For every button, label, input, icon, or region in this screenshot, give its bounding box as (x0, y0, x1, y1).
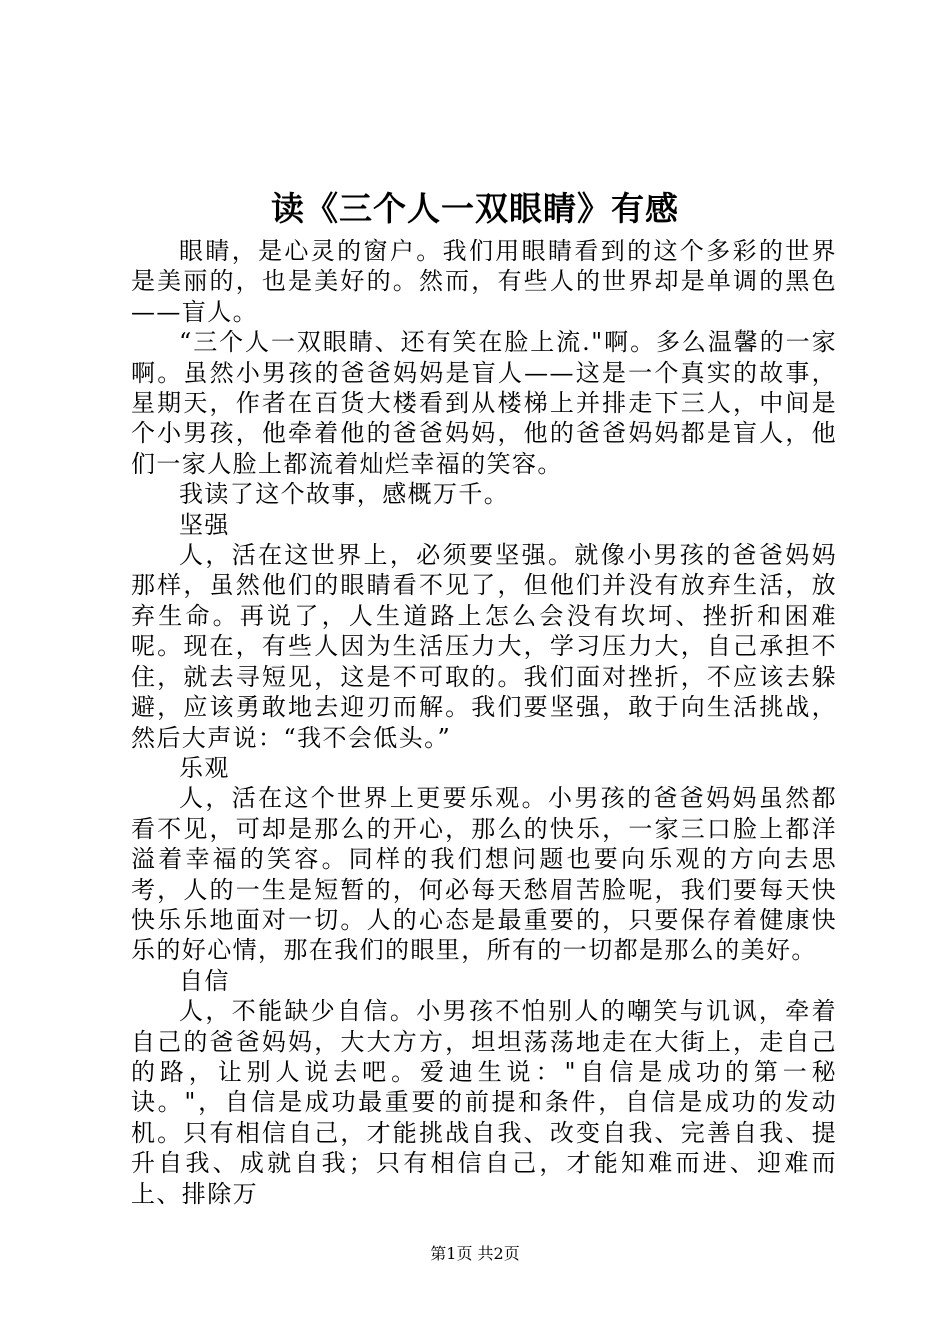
paragraph: 人，不能缺少自信。小男孩不怕别人的嘲笑与讥讽，牵着自己的爸爸妈妈，大大方方，坦坦荡荡地走在大街上，走自己的路，让别人说去吧。爱迪生说："自信是成功的第一秘诀。"，自信是成功最重要的前提和条件，自信是成功的发动机。只有相信自己，才能挑战自我、改变自我、完善自我、提升自我、成就自我；只有相信自己，才能知难而进、迎难而上、排除万 (131, 997, 837, 1208)
paragraph: 人，活在这世界上，必须要坚强。就像小男孩的爸爸妈妈那样，虽然他们的眼睛看不见了，但他们并没有放弃生活，放弃生命。再说了，人生道路上怎么会没有坎坷、挫折和困难呢。现在，有些人因为生活压力大，学习压力大，自己承担不住，就去寻短见，这是不可取的。我们面对挫折，不应该去躲避，应该勇敢地去迎刃而解。我们要坚强，敢于向生活挑战，然后大声说：“我不会低头。” (131, 541, 837, 752)
section-heading-optimism: 乐观 (179, 753, 230, 782)
document-body (131, 236, 837, 1209)
paragraph: 眼睛，是心灵的窗户。我们用眼睛看到的这个多彩的世界是美丽的，也是美好的。然而，有些人的世界却是单调的黑色——盲人。 (131, 237, 837, 326)
document-title: 读《三个人一双眼睛》有感 (271, 189, 679, 228)
paragraph: 我读了这个故事，感概万千。 (179, 480, 510, 509)
paragraph: “三个人一双眼睛、还有笑在脸上流."啊。多么温馨的一家啊。虽然小男孩的爸爸妈妈是盲人——这是一个真实的故事，星期天，作者在百货大楼看到从楼梯上并排走下三人，中间是个小男孩，他牵着他的爸爸妈妈，他的爸爸妈妈都是盲人，他们一家人脸上都流着灿烂幸福的笑容。 (131, 328, 837, 478)
paragraph: 人，活在这个世界上更要乐观。小男孩的爸爸妈妈虽然都看不见，可却是那么的开心，那么的快乐，一家三口脸上都洋溢着幸福的笑容。同样的我们想问题也要向乐观的方向去思考，人的一生是短暂的，何必每天愁眉苦脸呢，我们要每天快快乐乐地面对一切。人的心态是最重要的，只要保存着健康快乐的好心情，那在我们的眼里，所有的一切都是那么的美好。 (131, 784, 837, 965)
page-footer: 第1页 共2页 (430, 1244, 520, 1263)
section-heading-strong: 坚强 (179, 510, 230, 539)
section-heading-confidence: 自信 (179, 966, 230, 995)
